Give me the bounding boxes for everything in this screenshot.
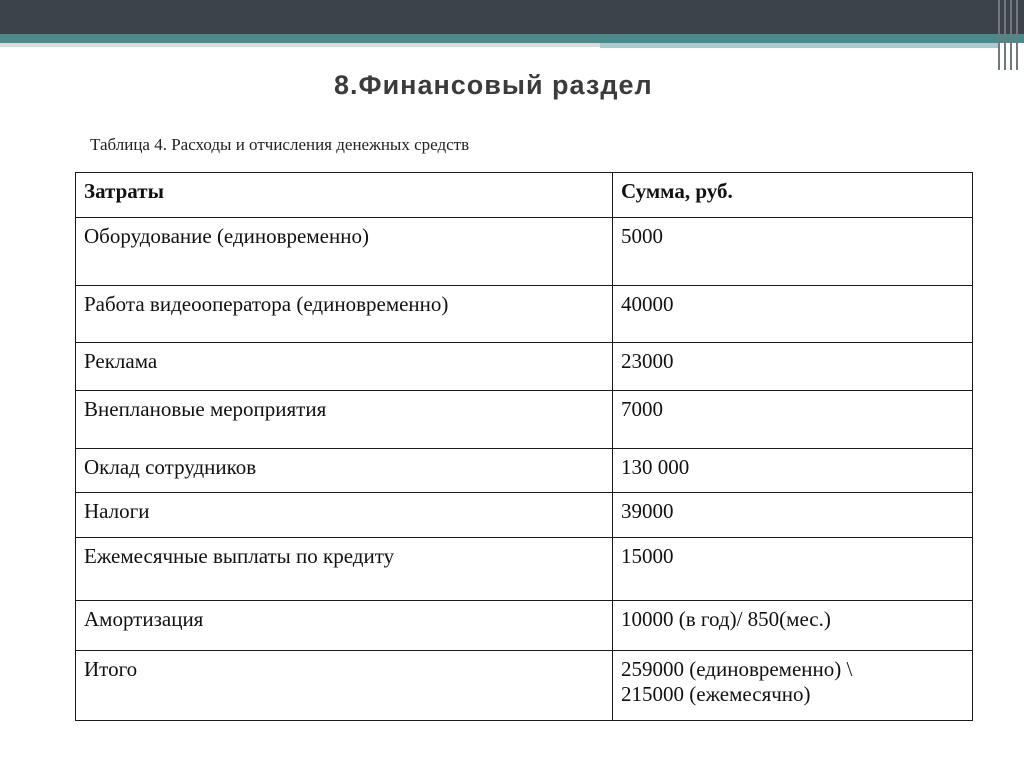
table-row — [76, 343, 973, 391]
table-caption: Таблица 4. Расходы и отчисления денежных средств — [90, 135, 470, 154]
total-amount — [613, 651, 973, 721]
cost-item: Работа видеооператора (единовременно) — [76, 286, 613, 343]
total-row — [76, 651, 973, 721]
cost-amount: 40000 — [613, 286, 973, 343]
table-row — [76, 286, 973, 343]
cost-amount: 10000 (в год)/ 850(мес.) — [613, 601, 973, 651]
cost-amount: 39000 — [613, 493, 973, 538]
slide-accent-stripe-grey — [0, 43, 600, 47]
cost-item: Налоги — [76, 493, 613, 538]
table-row — [76, 601, 973, 651]
slide-decoration-lines — [996, 0, 1024, 70]
slide-header-bar — [0, 0, 1024, 34]
cost-amount: 15000 — [613, 538, 973, 601]
total-amount-line1: 259000 (единовременно) \ — [621, 657, 853, 681]
cost-item: Оклад сотрудников — [76, 449, 613, 493]
table-header-row — [76, 173, 973, 218]
cost-item: Реклама — [76, 343, 613, 391]
column-header-amount: Сумма, руб. — [613, 173, 973, 218]
column-header-costs: Затраты — [76, 173, 613, 218]
cost-item: Ежемесячные выплаты по кредиту — [76, 538, 613, 601]
page-title: 8.Финансовый раздел — [334, 70, 653, 100]
total-amount-line2: 215000 (ежемесячно) — [621, 682, 811, 706]
table-row — [76, 449, 973, 493]
table-row — [76, 391, 973, 449]
cost-amount: 23000 — [613, 343, 973, 391]
table-row — [76, 538, 973, 601]
total-label: Итого — [76, 651, 613, 721]
table-row — [76, 218, 973, 286]
cost-amount: 5000 — [613, 218, 973, 286]
cost-amount: 7000 — [613, 391, 973, 449]
cost-item: Оборудование (единовременно) — [76, 218, 613, 286]
expenses-table — [75, 172, 973, 721]
cost-item: Амортизация — [76, 601, 613, 651]
slide-accent-stripe — [0, 34, 1024, 43]
cost-amount: 130 000 — [613, 449, 973, 493]
cost-item: Внеплановые мероприятия — [76, 391, 613, 449]
slide-accent-stripe-light — [600, 43, 1000, 48]
table-row — [76, 493, 973, 538]
